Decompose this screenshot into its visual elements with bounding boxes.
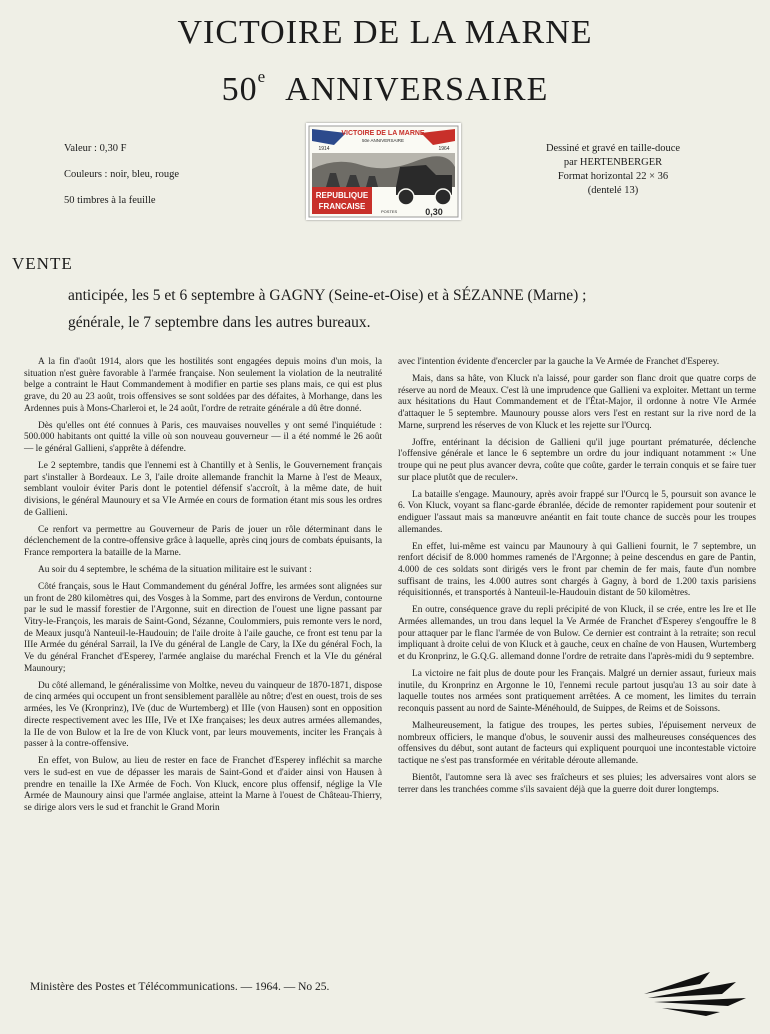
paragraph: La bataille s'engage. Maunoury, après avoir frappé sur l'Ourcq le 5, poursuit son avance le 6. Von Kluck, voyant sa flanc-garde ébranlée, décide de remonter rapidement pour soutenir et endiguer l'assaut mais sa manœuvre anéantit en fait toute chance de succès pour les troupes allemandes. bbox=[398, 489, 756, 535]
title-line-2 bbox=[0, 58, 770, 109]
postal-bird-logo-icon bbox=[640, 968, 750, 1016]
stamp-sub-text: 50e ANNIVERSAIRE bbox=[361, 138, 405, 143]
engraving-line: Dessiné et gravé en taille-douce bbox=[545, 143, 681, 154]
paragraph: Mais, dans sa hâte, von Kluck n'a laissé, pour garder son flanc droit que quatre corps de réserve au nord de Meaux. C'est là une imprudence que Gallieni va exploiter. Mettant un terme aux hésitations du Haut Commandement et de l'État-Major, il ordonne à notre VIe Armée d'attaquer le 5 septembre. Maunoury pousse alors vers l'est en restant sur la rive nord de la Marne, surprend les réserves de von Kluck et les rejette sur l'Ourcq. bbox=[398, 373, 756, 431]
stamp-country-line-1: REPUBLIQUE bbox=[315, 191, 369, 200]
anniversary-number: 50 bbox=[221, 71, 258, 108]
sale-general: générale, le 7 septembre dans les autres bureaux. bbox=[68, 314, 371, 331]
stamp-sheet-count: 50 timbres à la feuille bbox=[64, 195, 156, 206]
stamp-face-value: 0,30 bbox=[425, 207, 443, 217]
stamp-year-left: 1914 bbox=[318, 146, 330, 152]
stamp-details-right bbox=[498, 142, 728, 198]
footer-publisher: Ministère des Postes et Télécommunications. — 1964. — No 25. bbox=[30, 981, 330, 993]
sale-heading: VENTE bbox=[12, 254, 73, 273]
paragraph: En outre, conséquence grave du repli précipité de von Kluck, il se crée, entre les Ire et IIe Armées allemandes, un trou dans lequel la Ve Armée de Franchet d'Esperey s'engouffre le 8 pour attaquer par le flanc l'armée de von Bulow. Ce dernier est contraint à la retraite; son recul impliquant à droite celui de von Kluck et à gauche, ceux en chaîne de von Hausen, Wurtemberg et du Kronprinz, le G.Q.G. allemand donne l'ordre de retraite dans l'après-midi du 9 septembre. bbox=[398, 605, 756, 663]
stamp-illustration bbox=[306, 123, 461, 220]
paragraph: Au soir du 4 septembre, le schéma de la situation militaire est le suivant : bbox=[38, 565, 312, 575]
paragraph: Dès qu'elles ont été connues à Paris, ces mauvaises nouvelles y ont semé l'inquiétude : 500.000 habitants ont quitté la ville où son nouveau gouverneur — il a été nommé le 26 août — le général Gallieni, s'apprête à défendre. bbox=[24, 420, 382, 455]
sale-early: anticipée, les 5 et 6 septembre à GAGNY (Seine-et-Oise) et à SÉZANNE (Marne) ; bbox=[68, 287, 587, 304]
title-line-1: VICTOIRE DE LA MARNE bbox=[177, 14, 593, 51]
engraver-line: par HERTENBERGER bbox=[563, 157, 663, 168]
text-column-left bbox=[24, 357, 382, 820]
paragraph: A la fin d'août 1914, alors que les hostilités sont engagées depuis moins d'un mois, la situation n'est guère favorable à l'armée française. Non seulement la violation de la neutralité belge a contraint le Haut Commandement à modifier en partie ses plans mais, ce qui est plus grave, du 20 au 23 août, trois offensives se sont soldées par des défaites, à Morhange, dans les Ardennes puis à Mons-Charleroi et, le 24 août, l'ordre de retraite générale a dû être donné. bbox=[24, 357, 382, 414]
perforation-line: (dentelé 13) bbox=[587, 185, 639, 196]
stamp-country-line-2: FRANCAISE bbox=[318, 202, 366, 211]
format-line: Format horizontal 22 × 36 bbox=[557, 171, 669, 182]
text-column-right bbox=[398, 357, 756, 802]
paragraph: Malheureusement, la fatigue des troupes, les pertes subies, l'épuisement nerveux de nombreux officiers, le manque d'obus, le souvenir aussi des malheureuses conséquences des offensives du début, sont autant de facteurs qui expliquent pourquoi une incontestable victoire tactique ne s'est pas transformée en véritable déroute allemande. bbox=[398, 721, 756, 767]
paragraph: Ce renfort va permettre au Gouverneur de Paris de jouer un rôle déterminant dans le déclenchement de la contre-offensive grâce à laquelle, après cinq jours de combats épuisants, la France remportera la bataille de la Marne. bbox=[24, 524, 382, 559]
stamp-details-left bbox=[64, 142, 294, 220]
paragraph: En effet, von Bulow, au lieu de rester en face de Franchet d'Esperey infléchit sa marche vers le sud-est en vue de dépasser les marais de Saint-Gond et d'aider ainsi von Hausen à prendre en tenaille la IXe Armée de Foch. Von Kluck, encore plus offensif, néglige la VIe Armée de Maunoury ainsi que l'armée anglaise, atteint la Marne à l'ouest de Château-Thierry, se dirige alors vers le sud et franchit le Grand Morin bbox=[24, 756, 382, 813]
paragraph: avec l'intention évidente d'encercler par la gauche la Ve Armée de Franchet d'Esperey. bbox=[398, 357, 720, 367]
paragraph: Côté français, sous le Haut Commandement du général Joffre, les armées sont alignées sur un front de 280 kilomètres qui, des Vosges à la Somme, part des environs de Verdun, contourne par le sud le massif forestier de l'Argonne, suit en direction de l'ouest une ligne passant par Vitry-le-François, les marais de Saint-Gond, Sézanne, Coulommiers, puis remonte vers le nord, de Meaux jusqu'à Nanteuil-le-Haudouin; de l'aile droite à l'aile gauche, ce front est tenu par la IIIe Armée du général Sarrail, la IVe du général de Langle de Cary, la IXe du général Foch, la Ve du général Franchet d'Esperey, l'armée anglaise du maréchal French et la VIe du général Maunoury; bbox=[24, 581, 382, 674]
paragraph: Bientôt, l'automne sera là avec ses fraîcheurs et ses pluies; les adversaires vont alors se terrer dans les tranchées comme s'ils savaient déjà que la guerre doit durer longtemps. bbox=[398, 773, 756, 795]
stamp-image bbox=[306, 123, 461, 220]
stamp-top-text: VICTOIRE DE LA MARNE bbox=[341, 130, 425, 137]
paragraph: La victoire ne fait plus de doute pour les Français. Malgré un dernier assaut, furieux mais inutile, du Kronprinz en Argonne le 10, l'ennemi recule partout jusqu'au 13 au soir date à laquelle toutes nos armées sont pratiquement arrêtées. A ce moment, les limites du terrain reconquis passent au nord de Sainte-Ménéhould, de Suippes, de Reims et de Soissons. bbox=[398, 669, 756, 715]
anniversary-word: ANNIVERSAIRE bbox=[285, 71, 549, 108]
stamp-colors: Couleurs : noir, bleu, rouge bbox=[64, 169, 180, 180]
paragraph: Le 2 septembre, tandis que l'ennemi est à Chantilly et à Senlis, le Gouvernement français part s'installer à Bordeaux. Le 3, l'aile droite allemande franchit la Marne à l'est de Meaux, semblant vouloir éviter Paris dont le potentiel défensif s'accroît, à la même date, de huit divisions, le général Maunoury et sa VIe Armée en cours de formation étant mis sous les ordres de Gallieni. bbox=[24, 461, 382, 518]
paragraph: En effet, lui-même est vaincu par Maunoury à qui Gallieni fournit, le 7 septembre, un renfort décisif de 8.000 hommes ramenés de l'Argonne; à peine descendus en gare de Pantin, 4.000 de ces soldats sont dirigés vers le front par chemin de fer mais, faute d'un nombre suffisant de trains, les 4.000 autres sont chargés à Gagny, à bord de 1.200 taxis parisiens réquisitionnés, et transportés à Nanteuil-le-Haudouin distant de 50 kilomètres. bbox=[398, 541, 756, 599]
stamp-year-right: 1964 bbox=[438, 146, 450, 152]
paragraph: Joffre, entérinant la décision de Gallieni qu'il juge pourtant prématurée, déclenche l'offensive générale et lance le 6 septembre un ordre du jour indiquant notamment :« Une troupe qui ne peut plus avancer devra, coûte que coûte, garder le terrain conquis et se faire tuer sur place plutôt que de reculer». bbox=[398, 437, 756, 483]
stamp-value: Valeur : 0,30 F bbox=[64, 143, 127, 154]
paragraph: Du côté allemand, le généralissime von Moltke, neveu du vainqueur de 1870-1871, dispose de cinq armées qui occupent un front sensiblement parallèle au nôtre; d'est en ouest, trois de ses armées, les Ve (Kronprinz), IVe (duc de Wurtemberg) et IIIe (von Hausen) sont en opposition directe respectivement avec les IIIe, IVe et IXe françaises; les deux autres armées allemandes, la IIe de von Bulow et la Ire de von Kluck vont, par leurs mouvements, inciter les Français à passer à la contre-offensive. bbox=[24, 680, 382, 750]
anniversary-ordinal: e bbox=[257, 67, 267, 86]
stamp-postes: POSTES bbox=[381, 209, 398, 214]
